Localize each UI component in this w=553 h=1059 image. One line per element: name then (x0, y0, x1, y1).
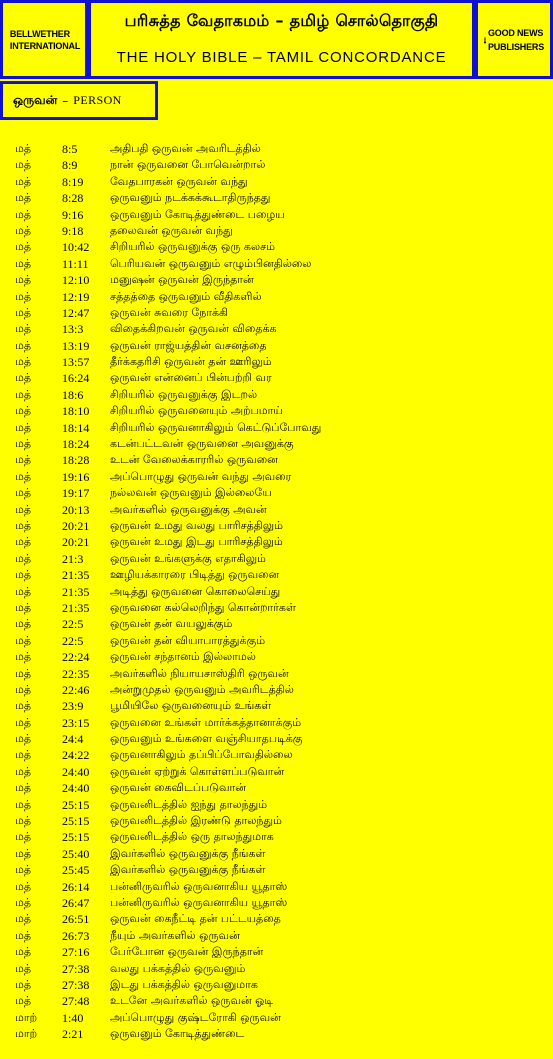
bellwether-logo (0, 0, 88, 79)
verse-reference: 21:35 (62, 584, 90, 599)
verse-reference: 18:10 (62, 404, 90, 419)
logo-left-line-1: BELLWETHER (9, 28, 70, 39)
book-abbrev: மத் (15, 666, 32, 680)
concordance-row (0, 649, 553, 665)
verse-excerpt: பன்னிருவரில் ஒருவனாகிய யூதாஸ் (110, 895, 288, 909)
verse-excerpt: வலது பக்கத்தில் ஒருவனும் (110, 961, 246, 975)
verse-excerpt: ஒருவன் உங்களுக்கு எதாகிலும் (110, 551, 266, 565)
concordance-row (0, 977, 553, 993)
concordance-row (0, 682, 553, 698)
verse-excerpt: ஒருவன் கைநீட்டி தன் பட்டயத்தை (110, 912, 281, 926)
book-abbrev: மத் (15, 797, 32, 811)
book-abbrev: மத் (15, 256, 32, 270)
concordance-row (0, 502, 553, 518)
verse-reference: 22:5 (62, 633, 84, 648)
verse-excerpt: சிறியரில் ஒருவனையும் அற்பமாய் (110, 404, 283, 418)
concordance-row (0, 174, 553, 190)
verse-reference: 13:57 (62, 355, 90, 370)
verse-excerpt: இவர்களில் ஒருவனுக்கு நீங்கள் (110, 863, 266, 877)
concordance-row (0, 698, 553, 714)
verse-reference: 27:16 (62, 945, 90, 960)
verse-reference: 12:47 (62, 305, 90, 320)
concordance-row (0, 289, 553, 305)
book-abbrev: மத் (15, 830, 32, 844)
book-abbrev: மத் (15, 715, 32, 729)
book-abbrev: மத் (15, 486, 32, 500)
verse-reference: 8:19 (62, 174, 84, 189)
book-abbrev: மத் (15, 289, 32, 303)
book-abbrev: மத் (15, 682, 32, 696)
concordance-row (0, 797, 553, 813)
concordance-row (0, 420, 553, 436)
concordance-list (0, 141, 553, 1042)
book-abbrev: மத் (15, 568, 32, 582)
verse-reference: 22:5 (62, 617, 84, 632)
book-abbrev: மத் (15, 322, 32, 336)
verse-reference: 27:38 (62, 961, 90, 976)
verse-excerpt: நான் ஒருவனை போவென்றால் (110, 158, 266, 172)
concordance-row (0, 256, 553, 272)
book-abbrev: மத் (15, 781, 32, 795)
concordance-row (0, 928, 553, 944)
headword-separator: – (62, 93, 69, 108)
book-abbrev: மத் (15, 846, 32, 860)
verse-reference: 9:18 (62, 223, 84, 238)
verse-excerpt: அப்பொழுது குஷ்டரோகி ஒருவன் (110, 1010, 281, 1024)
concordance-row (0, 567, 553, 583)
concordance-row (0, 452, 553, 468)
book-abbrev: மத் (15, 387, 32, 401)
verse-reference: 21:35 (62, 600, 90, 615)
verse-excerpt: தீர்க்கதரிசி ஒருவன் தன் ஊரிலும் (110, 355, 272, 369)
verse-reference: 1:40 (62, 1010, 84, 1025)
verse-reference: 18:24 (62, 437, 90, 452)
verse-reference: 10:42 (62, 240, 90, 255)
concordance-row (0, 272, 553, 288)
book-abbrev: மத் (15, 191, 32, 205)
concordance-row (0, 207, 553, 223)
verse-reference: 27:38 (62, 977, 90, 992)
verse-reference: 8:28 (62, 191, 84, 206)
verse-excerpt: ஒருவனும் கோடித்துண்டை பழைய (110, 207, 285, 221)
verse-excerpt: ஒருவனும் நடக்கக்கூடாதிருந்தது (110, 191, 271, 205)
book-abbrev: மத் (15, 994, 32, 1008)
verse-excerpt: சத்தத்தை ஒருவனும் வீதிகளில் (110, 289, 262, 303)
verse-excerpt: ஒருவன் என்னைப் பின்பற்றி வர (110, 371, 272, 385)
verse-excerpt: இடது பக்கத்தில் ஒருவனுமாக (110, 977, 258, 991)
book-abbrev: மத் (15, 961, 32, 975)
verse-reference: 22:46 (62, 682, 90, 697)
title-panel (88, 0, 475, 79)
concordance-row (0, 911, 553, 927)
verse-reference: 9:16 (62, 207, 84, 222)
verse-excerpt: ஒருவனிடத்தில் ஐந்து தாலந்தும் (110, 797, 268, 811)
verse-reference: 18:28 (62, 453, 90, 468)
concordance-row (0, 764, 553, 780)
concordance-row (0, 879, 553, 895)
verse-excerpt: ஒருவன் கைவிடப்படுவான் (110, 781, 246, 795)
verse-reference: 20:13 (62, 502, 90, 517)
verse-excerpt: அவர்களில் நியாயசாஸ்திரி ஒருவன் (110, 666, 289, 680)
verse-reference: 12:19 (62, 289, 90, 304)
book-abbrev: மத் (15, 945, 32, 959)
verse-excerpt: அப்பொழுது ஒருவன் வந்து அவரை (110, 469, 292, 483)
book-abbrev: மத் (15, 502, 32, 516)
verse-excerpt: ஒருவன் சந்தானம் இல்லாமல் (110, 650, 256, 664)
concordance-row (0, 141, 553, 157)
concordance-row (0, 403, 553, 419)
verse-excerpt: ஒருவனிடத்தில் ஒரு தாலந்துமாக (110, 830, 274, 844)
verse-excerpt: ஒருவன் தன் வயலுக்கும் (110, 617, 233, 631)
verse-reference: 26:14 (62, 879, 90, 894)
verse-excerpt: ஒருவன் சுவரை நோக்கி (110, 305, 229, 319)
verse-reference: 21:3 (62, 551, 84, 566)
book-abbrev: மத் (15, 732, 32, 746)
verse-excerpt: ஒருவன் உமது வலது பாரிசத்திலும் (110, 518, 283, 532)
logo-right-line-2: PUBLISHERS (487, 41, 544, 52)
verse-excerpt: பெரியவன் ஒருவனும் எழும்பினதில்லை (110, 256, 312, 270)
verse-reference: 25:15 (62, 797, 90, 812)
concordance-row (0, 387, 553, 403)
verse-reference: 24:4 (62, 732, 84, 747)
verse-excerpt: ஒருவனும் உங்களை வஞ்சியாதபடிக்கு (110, 732, 303, 746)
verse-reference: 23:9 (62, 699, 84, 714)
title-english: THE HOLY BIBLE – TAMIL CONCORDANCE (116, 49, 447, 66)
verse-excerpt: மனுஷன் ஒருவன் இருந்தான் (110, 273, 254, 287)
book-abbrev: மத் (15, 977, 32, 991)
book-abbrev: மத் (15, 420, 32, 434)
lamp-tower-icon (484, 17, 486, 63)
book-abbrev: மத் (15, 305, 32, 319)
book-abbrev: மத் (15, 158, 32, 172)
verse-reference: 25:40 (62, 846, 90, 861)
verse-excerpt: அன்றுமுதல் ஒருவனும் அவரிடத்தில் (110, 682, 294, 696)
book-abbrev: மத் (15, 240, 32, 254)
verse-reference: 18:14 (62, 420, 90, 435)
verse-excerpt: உடன் வேலைக்காரரில் ஒருவனை (110, 453, 278, 467)
concordance-row (0, 551, 553, 567)
book-abbrev: மத் (15, 863, 32, 877)
book-abbrev: மத் (15, 551, 32, 565)
book-abbrev: மத் (15, 928, 32, 942)
concordance-row (0, 731, 553, 747)
verse-reference: 24:40 (62, 764, 90, 779)
verse-excerpt: உடனே அவர்களில் ஒருவன் ஓடி (110, 994, 274, 1008)
headword-tamil: ஒருவன் (13, 92, 58, 107)
logo-right-line-1: GOOD NEWS (487, 27, 544, 38)
verse-excerpt: ஒருவனை கல்லெறிந்து கொன்றார்கள் (110, 600, 296, 614)
verse-excerpt: தலைவன் ஒருவன் வந்து (110, 223, 233, 237)
verse-reference: 26:47 (62, 895, 90, 910)
verse-excerpt: ஒருவனிடத்தில் இரண்டு தாலந்தும் (110, 814, 282, 828)
verse-excerpt: சிறியரில் ஒருவனுக்கு இடறல் (110, 387, 258, 401)
book-abbrev: மத் (15, 207, 32, 221)
concordance-row (0, 813, 553, 829)
verse-reference: 16:24 (62, 371, 90, 386)
book-abbrev: மத் (15, 912, 32, 926)
concordance-row (0, 223, 553, 239)
concordance-row (0, 436, 553, 452)
headword-english: PERSON (73, 93, 122, 107)
verse-excerpt: ஒருவன் ராஜ்யத்தின் வசனத்தை (110, 338, 267, 352)
verse-reference: 18:6 (62, 387, 84, 402)
book-abbrev: மத் (15, 453, 32, 467)
concordance-row (0, 354, 553, 370)
concordance-row (0, 485, 553, 501)
book-abbrev: மத் (15, 404, 32, 418)
concordance-row (0, 961, 553, 977)
concordance-row (0, 190, 553, 206)
verse-reference: 12:10 (62, 273, 90, 288)
logo-left-line-2: INTERNATIONAL (9, 40, 81, 51)
verse-excerpt: அவர்களில் ஒருவனுக்கு அவன் (110, 502, 267, 516)
verse-excerpt: கடன்பட்டவன் ஒருவனை அவனுக்கு (110, 437, 294, 451)
headword-box (0, 81, 158, 120)
verse-reference: 13:19 (62, 338, 90, 353)
verse-reference: 19:16 (62, 469, 90, 484)
verse-reference: 22:24 (62, 650, 90, 665)
book-abbrev: மத் (15, 174, 32, 188)
book-abbrev: மத் (15, 895, 32, 909)
verse-reference: 19:17 (62, 486, 90, 501)
verse-excerpt: இவர்களில் ஒருவனுக்கு நீங்கள் (110, 846, 266, 860)
book-abbrev: மத் (15, 142, 32, 155)
verse-excerpt: ஒருவனாகிலும் தப்பிப்போவதில்லை (110, 748, 293, 762)
concordance-row (0, 321, 553, 337)
verse-excerpt: பன்னிருவரில் ஒருவனாகிய யூதாஸ் (110, 879, 288, 893)
concordance-row (0, 829, 553, 845)
book-abbrev: மத் (15, 633, 32, 647)
good-news-logo (475, 0, 553, 79)
concordance-row (0, 584, 553, 600)
verse-reference: 25:15 (62, 830, 90, 845)
book-abbrev: மத் (15, 764, 32, 778)
verse-excerpt: பேர்போன ஒருவன் இருந்தான் (110, 945, 264, 959)
book-abbrev: மத் (15, 748, 32, 762)
book-abbrev: மத் (15, 879, 32, 893)
concordance-row (0, 616, 553, 632)
concordance-row (0, 534, 553, 550)
book-abbrev: மாற் (15, 1027, 38, 1041)
concordance-row (0, 600, 553, 616)
verse-reference: 21:35 (62, 568, 90, 583)
concordance-row (0, 370, 553, 386)
verse-reference: 20:21 (62, 535, 90, 550)
concordance-row (0, 518, 553, 534)
concordance-row (0, 715, 553, 731)
concordance-row (0, 780, 553, 796)
verse-excerpt: ஒருவன் தன் வியாபாரத்துக்கும் (110, 633, 266, 647)
book-abbrev: மத் (15, 355, 32, 369)
verse-reference: 23:15 (62, 715, 90, 730)
page-header (0, 0, 553, 79)
verse-reference: 2:21 (62, 1027, 84, 1042)
verse-reference: 20:21 (62, 518, 90, 533)
concordance-row (0, 862, 553, 878)
verse-reference: 26:51 (62, 912, 90, 927)
concordance-row (0, 305, 553, 321)
verse-excerpt: ஒருவனை உங்கள் மார்க்கத்தானாக்கும் (110, 715, 302, 729)
concordance-row (0, 633, 553, 649)
concordance-row (0, 944, 553, 960)
book-abbrev: மத் (15, 814, 32, 828)
verse-excerpt: ஒருவன் உமது இடது பாரிசத்திலும் (110, 535, 283, 549)
book-abbrev: மத் (15, 371, 32, 385)
book-abbrev: மத் (15, 437, 32, 451)
book-abbrev: மத் (15, 699, 32, 713)
verse-excerpt: சிறியரில் ஒருவனுக்கு ஒரு கலசம் (110, 240, 276, 254)
concordance-row (0, 895, 553, 911)
book-abbrev: மத் (15, 650, 32, 664)
verse-reference: 24:22 (62, 748, 90, 763)
verse-reference: 25:45 (62, 863, 90, 878)
verse-reference: 22:35 (62, 666, 90, 681)
verse-excerpt: அதிபதி ஒருவன் அவரிடத்தில் (110, 142, 261, 155)
verse-excerpt: அடித்து ஒருவனை கொலைசெய்து (110, 584, 281, 598)
book-abbrev: மத் (15, 223, 32, 237)
concordance-row (0, 1026, 553, 1042)
book-abbrev: மத் (15, 617, 32, 631)
title-tamil: பரிசுத்த வேதாகமம் – தமிழ் சொல்தொகுதி (124, 11, 439, 30)
book-abbrev: மத் (15, 518, 32, 532)
verse-reference: 13:3 (62, 322, 84, 337)
verse-reference: 27:48 (62, 994, 90, 1009)
book-abbrev: மத் (15, 600, 32, 614)
concordance-row (0, 338, 553, 354)
verse-excerpt: நல்லவன் ஒருவனும் இல்லையே (110, 486, 272, 500)
book-abbrev: மத் (15, 535, 32, 549)
book-abbrev: மாற் (15, 1010, 38, 1024)
verse-reference: 8:5 (62, 142, 78, 156)
concordance-row (0, 846, 553, 862)
concordance-row (0, 239, 553, 255)
book-abbrev: மத் (15, 584, 32, 598)
book-abbrev: மத் (15, 469, 32, 483)
verse-reference: 11:11 (62, 256, 89, 271)
verse-excerpt: சிறியரில் ஒருவனாகிலும் கெட்டுப்போவது (110, 420, 322, 434)
verse-reference: 26:73 (62, 928, 90, 943)
book-abbrev: மத் (15, 338, 32, 352)
concordance-row (0, 747, 553, 763)
verse-reference: 8:9 (62, 158, 78, 173)
verse-excerpt: ஊழியக்காரரை பிடித்து ஒருவனை (110, 568, 280, 582)
verse-excerpt: ஒருவனும் கோடித்துண்டை (110, 1027, 245, 1041)
concordance-row (0, 157, 553, 173)
verse-excerpt: பூமியிலே ஒருவனையும் உங்கள் (110, 699, 272, 713)
concordance-row (0, 993, 553, 1009)
verse-reference: 24:40 (62, 781, 90, 796)
concordance-row (0, 469, 553, 485)
verse-excerpt: ஒருவன் ஏற்றுக் கொள்ளப்படுவான் (110, 764, 285, 778)
concordance-row (0, 1010, 553, 1026)
verse-excerpt: நீயும் அவர்களில் ஒருவன் (110, 928, 240, 942)
concordance-row (0, 666, 553, 682)
book-abbrev: மத் (15, 273, 32, 287)
verse-excerpt: வேதபாரகன் ஒருவன் வந்து (110, 174, 248, 188)
verse-reference: 25:15 (62, 814, 90, 829)
verse-excerpt: விதைக்கிறவன் ஒருவன் விதைக்க (110, 322, 277, 336)
